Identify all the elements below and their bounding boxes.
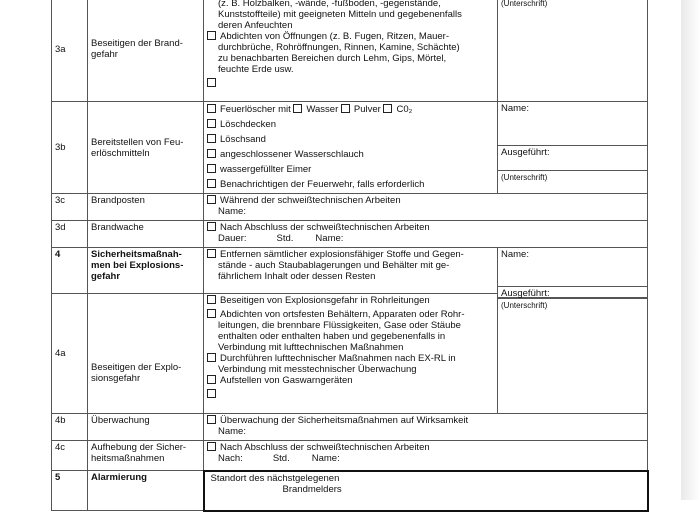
row-5 (52, 471, 648, 511)
row-3a (52, 0, 648, 102)
checkbox[interactable] (207, 31, 216, 40)
signature-cell (498, 0, 648, 102)
checkbox[interactable] (207, 375, 216, 384)
checkbox[interactable] (207, 179, 216, 188)
row-options: Während der schweißtechnischen Arbeiten Name: (204, 194, 648, 221)
checkbox[interactable] (207, 353, 216, 362)
row-label: Sicherheitsmaßnah- men bei Explosions- gefahr (88, 248, 204, 294)
row-number: 4 (52, 248, 88, 294)
checkbox[interactable] (207, 415, 216, 424)
row-number: 3b (52, 102, 88, 194)
row-label: Brandwache (88, 221, 204, 248)
checkbox[interactable] (207, 389, 216, 398)
row-number: 3c (52, 194, 88, 221)
checkbox[interactable] (207, 164, 216, 173)
checkbox[interactable] (207, 119, 216, 128)
signature-label: (Unterschrift) (498, 298, 647, 312)
row-options: (z. B. Holzbalken, -wände, -fußboden, -gegenstände, Kunststoffteile) mit geeigneten Mitteln und gegebenenfalls deren Anfeuchten Abdichten von Öffnungen (z. B. Fugen, Ritzen, Mauer- durchbrüche, Rohröffnungen, Rinnen, Kamine, Schächte) zu benachbarten Bereichen durch Lehm, Gips, Mörtel, feuchte Erde usw. (204, 0, 498, 102)
checkbox[interactable] (207, 295, 216, 304)
row-label: Beseitigen der Brand- gefahr (88, 0, 204, 102)
row-3b (52, 102, 648, 194)
checkbox[interactable] (207, 134, 216, 143)
row-options: Nach Abschluss der schweißtechnischen Arbeiten Dauer: Std. Name: (204, 221, 648, 248)
signature-cell (498, 102, 648, 194)
row-4 (52, 248, 648, 294)
checkbox[interactable] (293, 104, 302, 113)
signature-cell (498, 248, 648, 414)
row-label: Alarmierung (88, 471, 204, 511)
row-number: 3a (52, 0, 88, 102)
checkbox[interactable] (207, 149, 216, 158)
row-number: 5 (52, 471, 88, 511)
row-options: Standort des nächstgelegenen Brandmelders (204, 471, 648, 511)
row-label: Bereitstellen von Feu- erlöschmitteln (88, 102, 204, 194)
checkbox[interactable] (207, 104, 216, 113)
row-options: Überwachung der Sicherheitsmaßnahmen auf Wirksamkeit Name: (204, 414, 648, 441)
signature-label: (Unterschrift) (501, 0, 548, 8)
safety-measures-table (51, 0, 649, 512)
done-field[interactable]: Ausgeführt: (498, 287, 647, 298)
row-number: 3d (52, 221, 88, 248)
row-options: Entfernen sämtlicher explosionsfähiger Stoffe und Gegen- stände - auch Staubablagerungen und Behälter mit ge- fährlichem Inhalt oder dessen Resten (204, 248, 498, 294)
row-label: Brandposten (88, 194, 204, 221)
page-edge-shadow (681, 0, 700, 500)
row-3c (52, 194, 648, 221)
checkbox[interactable] (207, 249, 216, 258)
row-3d (52, 221, 648, 248)
row-number: 4c (52, 441, 88, 471)
checkbox[interactable] (383, 104, 392, 113)
row-label: Beseitigen der Explo- sionsgefahr (88, 294, 204, 414)
signature-label: (Unterschrift) (501, 173, 548, 182)
name-field[interactable]: Name: (498, 248, 647, 287)
row-number: 4b (52, 414, 88, 441)
row-label: Aufhebung der Sicher- heitsmaßnahmen (88, 441, 204, 471)
row-number: 4a (52, 294, 88, 414)
row-options: Beseitigen von Explosionsgefahr in Rohrleitungen Abdichten von ortsfesten Behältern, Apparaten oder Rohr- leitungen, die brennbare Flüssigkeiten, Gase oder Stäube enthalten oder enthalten haben und gegebenenfalls in Verbindung mit lufttechnischen Maßnahmen Durchführen lufttechnischer Maßnahmen nach EX-RL in Verbindung mit messtechnischer Überwachung Aufstellen von Gaswarngeräten (204, 294, 498, 414)
checkbox[interactable] (207, 309, 216, 318)
checkbox[interactable] (207, 222, 216, 231)
checkbox[interactable] (341, 104, 350, 113)
row-options: Feuerlöscher mit Wasser Pulver C0₂ Löschdecken Löschsand angeschlossener Wasserschlauch wassergefüllter Eimer Benachrichtigen der Feuerwehr, falls erforderlich (204, 102, 498, 194)
row-label: Überwachung (88, 414, 204, 441)
name-field[interactable]: Name: (498, 102, 647, 146)
row-4b (52, 414, 648, 441)
checkbox[interactable] (207, 78, 216, 87)
row-options: Nach Abschluss der schweißtechnischen Arbeiten Nach: Std. Name: (204, 441, 648, 471)
checkbox[interactable] (207, 442, 216, 451)
done-field[interactable]: Ausgeführt: (498, 146, 647, 171)
row-4c (52, 441, 648, 471)
checkbox[interactable] (207, 195, 216, 204)
